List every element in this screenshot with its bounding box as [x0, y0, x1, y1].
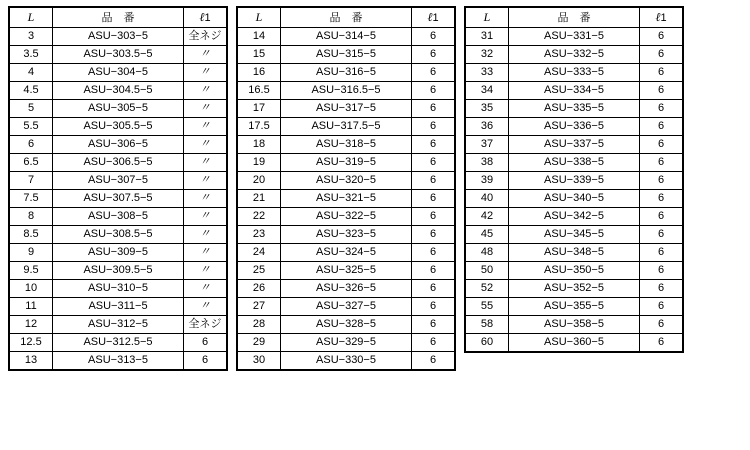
header-length — [9, 7, 53, 28]
table-row — [237, 64, 455, 82]
cell-part-number: ASU−330−5 — [281, 352, 412, 371]
cell-l1: 6 — [412, 136, 456, 154]
cell-length: 8 — [9, 208, 53, 226]
table-row — [237, 28, 455, 46]
cell-length: 23 — [237, 226, 281, 244]
header-row — [465, 7, 683, 28]
cell-length: 25 — [237, 262, 281, 280]
cell-part-number: ASU−332−5 — [509, 46, 640, 64]
table-row — [465, 190, 683, 208]
table-row — [9, 190, 227, 208]
cell-l1: 6 — [412, 100, 456, 118]
cell-l1: 6 — [412, 154, 456, 172]
table-row — [9, 298, 227, 316]
cell-part-number: ASU−307.5−5 — [53, 190, 184, 208]
cell-part-number: ASU−338−5 — [509, 154, 640, 172]
header-l1-label: ℓ — [199, 10, 205, 24]
table-row — [9, 82, 227, 100]
cell-l1: 〃 — [184, 118, 228, 136]
table-row — [465, 46, 683, 64]
table-row — [465, 64, 683, 82]
cell-part-number: ASU−360−5 — [509, 334, 640, 353]
cell-length: 45 — [465, 226, 509, 244]
header-row — [9, 7, 227, 28]
cell-part-number: ASU−309−5 — [53, 244, 184, 262]
table-row — [9, 154, 227, 172]
cell-l1: 6 — [412, 298, 456, 316]
table-row — [465, 280, 683, 298]
spec-table-2 — [236, 6, 456, 371]
table-row — [9, 100, 227, 118]
cell-part-number: ASU−339−5 — [509, 172, 640, 190]
table-row — [237, 262, 455, 280]
header-l1 — [184, 7, 228, 28]
table-row — [465, 208, 683, 226]
cell-part-number: ASU−320−5 — [281, 172, 412, 190]
cell-part-number: ASU−311−5 — [53, 298, 184, 316]
table-body-1 — [9, 28, 227, 371]
cell-l1: 〃 — [184, 82, 228, 100]
table-row — [237, 100, 455, 118]
cell-part-number: ASU−309.5−5 — [53, 262, 184, 280]
cell-length: 12 — [9, 316, 53, 334]
cell-length: 55 — [465, 298, 509, 316]
cell-part-number: ASU−331−5 — [509, 28, 640, 46]
table-row — [237, 352, 455, 371]
cell-part-number: ASU−340−5 — [509, 190, 640, 208]
cell-part-number: ASU−307−5 — [53, 172, 184, 190]
table-row — [9, 46, 227, 64]
header-row — [237, 7, 455, 28]
cell-part-number: ASU−321−5 — [281, 190, 412, 208]
cell-l1: 6 — [640, 154, 684, 172]
cell-length: 42 — [465, 208, 509, 226]
spec-table-block-1 — [8, 6, 228, 371]
cell-l1: 6 — [640, 190, 684, 208]
header-length-label: L — [255, 10, 263, 24]
cell-l1: 6 — [640, 208, 684, 226]
cell-part-number: ASU−316−5 — [281, 64, 412, 82]
cell-length: 32 — [465, 46, 509, 64]
spec-table-1 — [8, 6, 228, 371]
cell-l1: 6 — [184, 352, 228, 371]
cell-length: 18 — [237, 136, 281, 154]
cell-length: 8.5 — [9, 226, 53, 244]
cell-l1: 6 — [640, 262, 684, 280]
cell-length: 5.5 — [9, 118, 53, 136]
cell-part-number: ASU−305−5 — [53, 100, 184, 118]
cell-length: 35 — [465, 100, 509, 118]
cell-length: 34 — [465, 82, 509, 100]
cell-length: 20 — [237, 172, 281, 190]
table-row — [465, 28, 683, 46]
cell-part-number: ASU−314−5 — [281, 28, 412, 46]
cell-part-number: ASU−358−5 — [509, 316, 640, 334]
cell-part-number: ASU−352−5 — [509, 280, 640, 298]
cell-part-number: ASU−319−5 — [281, 154, 412, 172]
cell-l1: 〃 — [184, 100, 228, 118]
cell-part-number: ASU−308.5−5 — [53, 226, 184, 244]
table-row — [9, 316, 227, 334]
cell-l1: 6 — [412, 172, 456, 190]
cell-l1: 6 — [412, 64, 456, 82]
cell-length: 37 — [465, 136, 509, 154]
cell-l1: 全ネジ — [184, 28, 228, 46]
header-l1-label: ℓ — [427, 10, 433, 24]
header-length — [465, 7, 509, 28]
header-l1 — [412, 7, 456, 28]
cell-l1: 6 — [412, 226, 456, 244]
cell-l1: 6 — [412, 46, 456, 64]
header-length-label: L — [27, 10, 35, 24]
table-row — [465, 298, 683, 316]
cell-part-number: ASU−313−5 — [53, 352, 184, 371]
cell-l1: 6 — [412, 82, 456, 100]
cell-l1: 〃 — [184, 154, 228, 172]
table-row — [465, 100, 683, 118]
cell-length: 33 — [465, 64, 509, 82]
cell-part-number: ASU−333−5 — [509, 64, 640, 82]
cell-l1: 〃 — [184, 208, 228, 226]
cell-part-number: ASU−304.5−5 — [53, 82, 184, 100]
table-header — [237, 7, 455, 28]
cell-l1: 〃 — [184, 136, 228, 154]
cell-length: 6 — [9, 136, 53, 154]
cell-l1: 6 — [640, 316, 684, 334]
table-row — [465, 172, 683, 190]
cell-length: 60 — [465, 334, 509, 353]
cell-l1: 6 — [412, 208, 456, 226]
table-row — [237, 226, 455, 244]
cell-l1: 〃 — [184, 280, 228, 298]
cell-length: 12.5 — [9, 334, 53, 352]
cell-l1: 6 — [640, 244, 684, 262]
cell-length: 3 — [9, 28, 53, 46]
cell-part-number: ASU−327−5 — [281, 298, 412, 316]
table-row — [465, 226, 683, 244]
cell-l1: 6 — [412, 190, 456, 208]
table-row — [237, 244, 455, 262]
table-row — [9, 64, 227, 82]
header-length-label: L — [483, 10, 491, 24]
cell-part-number: ASU−304−5 — [53, 64, 184, 82]
cell-l1: 6 — [640, 298, 684, 316]
cell-length: 21 — [237, 190, 281, 208]
cell-length: 4 — [9, 64, 53, 82]
table-row — [465, 82, 683, 100]
cell-l1: 6 — [640, 334, 684, 353]
header-l1-subscript: 1 — [432, 12, 439, 24]
header-part-number: 品 番 — [281, 7, 412, 28]
cell-length: 7.5 — [9, 190, 53, 208]
table-row — [9, 244, 227, 262]
cell-l1: 6 — [640, 118, 684, 136]
cell-length: 52 — [465, 280, 509, 298]
spec-table-block-2 — [236, 6, 456, 371]
table-row — [9, 208, 227, 226]
cell-length: 24 — [237, 244, 281, 262]
table-row — [9, 28, 227, 46]
table-body-3 — [465, 28, 683, 353]
cell-part-number: ASU−308−5 — [53, 208, 184, 226]
header-part-number: 品 番 — [53, 7, 184, 28]
cell-length: 7 — [9, 172, 53, 190]
table-row — [465, 262, 683, 280]
cell-part-number: ASU−312−5 — [53, 316, 184, 334]
cell-length: 40 — [465, 190, 509, 208]
cell-l1: 6 — [412, 28, 456, 46]
cell-l1: 〃 — [184, 262, 228, 280]
table-row — [237, 208, 455, 226]
cell-part-number: ASU−303−5 — [53, 28, 184, 46]
header-l1-subscript: 1 — [204, 12, 211, 24]
cell-l1: 〃 — [184, 46, 228, 64]
cell-l1: 〃 — [184, 226, 228, 244]
header-l1-subscript: 1 — [660, 12, 667, 24]
header-part-number: 品 番 — [509, 7, 640, 28]
table-row — [9, 226, 227, 244]
cell-length: 6.5 — [9, 154, 53, 172]
cell-l1: 6 — [640, 280, 684, 298]
header-length — [237, 7, 281, 28]
cell-part-number: ASU−325−5 — [281, 262, 412, 280]
cell-l1: 6 — [412, 352, 456, 371]
spec-table-block-3 — [464, 6, 684, 353]
cell-part-number: ASU−318−5 — [281, 136, 412, 154]
cell-part-number: ASU−335−5 — [509, 100, 640, 118]
table-row — [9, 280, 227, 298]
cell-l1: 6 — [412, 244, 456, 262]
table-body-2 — [237, 28, 455, 371]
table-row — [237, 190, 455, 208]
table-row — [465, 334, 683, 353]
cell-length: 36 — [465, 118, 509, 136]
cell-l1: 〃 — [184, 64, 228, 82]
cell-part-number: ASU−355−5 — [509, 298, 640, 316]
table-row — [237, 298, 455, 316]
cell-l1: 6 — [412, 334, 456, 352]
cell-l1: 6 — [412, 280, 456, 298]
cell-length: 3.5 — [9, 46, 53, 64]
header-l1-label: ℓ — [655, 10, 661, 24]
cell-part-number: ASU−306.5−5 — [53, 154, 184, 172]
cell-l1: 6 — [640, 226, 684, 244]
table-header — [9, 7, 227, 28]
table-row — [237, 172, 455, 190]
table-row — [9, 352, 227, 371]
cell-l1: 6 — [640, 82, 684, 100]
table-row — [465, 136, 683, 154]
table-row — [465, 244, 683, 262]
table-row — [237, 136, 455, 154]
cell-part-number: ASU−322−5 — [281, 208, 412, 226]
cell-l1: 〃 — [184, 298, 228, 316]
cell-part-number: ASU−323−5 — [281, 226, 412, 244]
cell-length: 16 — [237, 64, 281, 82]
table-header — [465, 7, 683, 28]
cell-part-number: ASU−329−5 — [281, 334, 412, 352]
cell-part-number: ASU−328−5 — [281, 316, 412, 334]
table-row — [237, 280, 455, 298]
table-row — [9, 172, 227, 190]
header-l1 — [640, 7, 684, 28]
cell-length: 9 — [9, 244, 53, 262]
cell-part-number: ASU−306−5 — [53, 136, 184, 154]
cell-l1: 〃 — [184, 190, 228, 208]
cell-l1: 6 — [640, 64, 684, 82]
table-row — [237, 118, 455, 136]
cell-part-number: ASU−348−5 — [509, 244, 640, 262]
table-row — [237, 154, 455, 172]
cell-l1: 〃 — [184, 172, 228, 190]
cell-length: 16.5 — [237, 82, 281, 100]
cell-l1: 6 — [184, 334, 228, 352]
table-row — [9, 334, 227, 352]
cell-length: 39 — [465, 172, 509, 190]
cell-length: 14 — [237, 28, 281, 46]
cell-part-number: ASU−345−5 — [509, 226, 640, 244]
cell-part-number: ASU−350−5 — [509, 262, 640, 280]
cell-l1: 〃 — [184, 244, 228, 262]
table-row — [9, 118, 227, 136]
cell-part-number: ASU−324−5 — [281, 244, 412, 262]
cell-length: 9.5 — [9, 262, 53, 280]
cell-part-number: ASU−316.5−5 — [281, 82, 412, 100]
cell-l1: 6 — [640, 172, 684, 190]
cell-l1: 6 — [412, 118, 456, 136]
table-row — [9, 262, 227, 280]
table-row — [9, 136, 227, 154]
cell-length: 17.5 — [237, 118, 281, 136]
cell-part-number: ASU−326−5 — [281, 280, 412, 298]
cell-part-number: ASU−315−5 — [281, 46, 412, 64]
table-row — [237, 334, 455, 352]
table-row — [465, 316, 683, 334]
table-row — [465, 118, 683, 136]
cell-part-number: ASU−337−5 — [509, 136, 640, 154]
cell-l1: 6 — [640, 28, 684, 46]
cell-part-number: ASU−317.5−5 — [281, 118, 412, 136]
cell-l1: 全ネジ — [184, 316, 228, 334]
cell-length: 48 — [465, 244, 509, 262]
cell-length: 27 — [237, 298, 281, 316]
cell-length: 58 — [465, 316, 509, 334]
cell-length: 28 — [237, 316, 281, 334]
cell-length: 38 — [465, 154, 509, 172]
cell-part-number: ASU−336−5 — [509, 118, 640, 136]
cell-part-number: ASU−342−5 — [509, 208, 640, 226]
cell-part-number: ASU−334−5 — [509, 82, 640, 100]
cell-part-number: ASU−305.5−5 — [53, 118, 184, 136]
table-row — [237, 46, 455, 64]
cell-l1: 6 — [640, 136, 684, 154]
cell-length: 11 — [9, 298, 53, 316]
cell-length: 4.5 — [9, 82, 53, 100]
table-row — [237, 316, 455, 334]
cell-l1: 6 — [412, 262, 456, 280]
cell-length: 26 — [237, 280, 281, 298]
cell-part-number: ASU−312.5−5 — [53, 334, 184, 352]
cell-part-number: ASU−317−5 — [281, 100, 412, 118]
cell-length: 29 — [237, 334, 281, 352]
cell-length: 17 — [237, 100, 281, 118]
cell-length: 22 — [237, 208, 281, 226]
spec-table-3 — [464, 6, 684, 353]
cell-length: 30 — [237, 352, 281, 371]
cell-part-number: ASU−303.5−5 — [53, 46, 184, 64]
cell-length: 31 — [465, 28, 509, 46]
cell-length: 5 — [9, 100, 53, 118]
cell-l1: 6 — [412, 316, 456, 334]
cell-length: 19 — [237, 154, 281, 172]
cell-l1: 6 — [640, 46, 684, 64]
cell-length: 50 — [465, 262, 509, 280]
cell-part-number: ASU−310−5 — [53, 280, 184, 298]
table-row — [237, 82, 455, 100]
cell-length: 15 — [237, 46, 281, 64]
cell-length: 13 — [9, 352, 53, 371]
cell-l1: 6 — [640, 100, 684, 118]
cell-length: 10 — [9, 280, 53, 298]
table-row — [465, 154, 683, 172]
